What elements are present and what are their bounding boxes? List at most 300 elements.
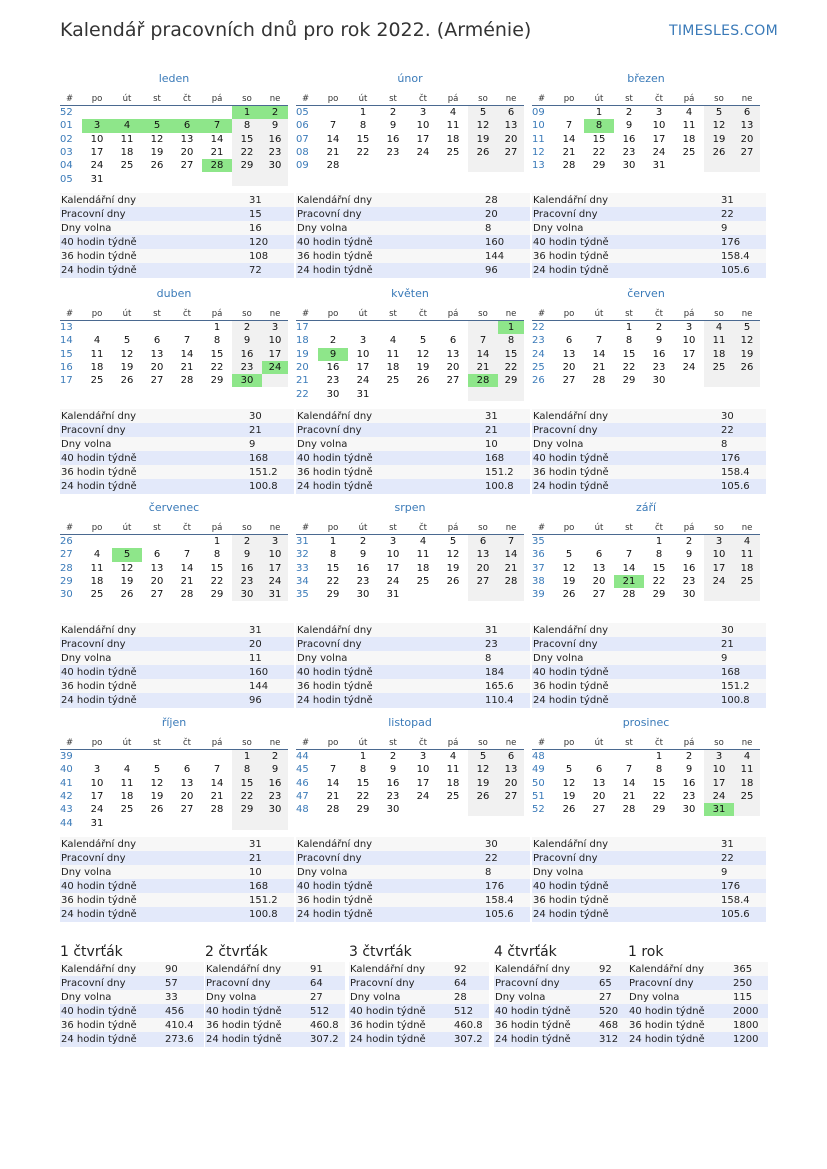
day-cell: 9 [655,335,663,347]
day-cell: 17 [682,348,696,360]
day-cell: 24 [262,361,288,374]
stat-value: 160 [484,235,530,249]
empty-cell [202,172,232,185]
day-cell: 11 [734,548,760,561]
day-cell: 13 [180,777,194,789]
weekday-header: ne [262,92,288,106]
day-cell: 18 [734,777,760,790]
stat-label: 36 hodin týdně [532,249,720,263]
day-cell: 10 [416,764,430,776]
day-cell: 18 [446,777,460,789]
stat-value: 20 [484,207,530,221]
day-cell: 4 [93,549,101,561]
day-cell: 10 [386,549,400,561]
day-cell: 26 [468,790,498,803]
day-cell: 12 [468,763,498,776]
week-number: 41 [60,777,73,789]
day-cell: 20 [180,791,194,803]
stat-label: Dny volna [296,865,484,879]
month-stats [296,193,530,278]
stat-label: Kalendářní dny [628,962,732,976]
stat-value: 11 [248,651,294,665]
week-number: 50 [532,777,545,789]
stat-label: Kalendářní dny [60,193,248,207]
day-cell: 1 [655,536,663,548]
week-number: 06 [296,120,309,132]
weekday-header: ne [262,307,288,321]
stat-label: 40 hodin týdně [296,235,484,249]
week-number: 07 [296,133,309,145]
day-cell: 14 [180,562,194,574]
stat-label: 24 hodin týdně [532,693,720,707]
stat-label: 36 hodin týdně [532,465,720,479]
stat-label: 36 hodin týdně [296,465,484,479]
day-cell: 17 [704,562,734,575]
weekday-header: # [532,92,554,106]
day-cell: 11 [120,133,134,145]
stat-value: 120 [248,235,294,249]
weekday-header: po [318,307,348,321]
quarter-title: 3 čtvrťák [349,944,412,960]
day-cell: 19 [120,576,134,588]
day-cell: 5 [142,119,172,132]
stat-value: 22 [720,423,766,437]
weekday-header: pá [674,92,704,106]
empty-cell [202,750,232,764]
day-cell: 6 [565,335,573,347]
weekday-header: # [296,521,318,535]
stat-label: Kalendářní dny [60,837,248,851]
weekday-header: po [554,307,584,321]
day-cell: 24 [386,576,400,588]
weekday-header: čt [408,307,438,321]
stat-label: Pracovní dny [296,637,484,651]
day-cell: 6 [498,106,524,120]
weekday-header: ne [498,92,524,106]
empty-cell [468,803,498,816]
day-cell: 4 [112,119,142,132]
empty-cell [82,321,112,335]
day-cell: 27 [734,146,760,159]
month-stats [532,409,766,494]
day-cell: 29 [498,374,524,387]
day-cell: 11 [90,562,104,574]
month-stats [60,837,294,922]
day-cell: 30 [622,160,636,172]
day-cell: 7 [498,535,524,549]
day-cell: 21 [326,147,340,159]
week-number: 22 [296,388,309,400]
empty-cell [468,159,498,172]
day-cell: 14 [326,777,340,789]
week-number: 49 [532,764,545,776]
stat-value: 33 [164,990,204,1004]
stat-value: 144 [248,679,294,693]
weekday-header: pá [674,521,704,535]
week-number: 21 [296,375,309,387]
stat-label: 36 hodin týdně [60,249,248,263]
empty-cell [172,535,202,549]
stat-label: Kalendářní dny [60,409,248,423]
day-cell: 3 [704,535,734,549]
day-cell: 6 [153,335,161,347]
day-cell: 13 [562,348,576,360]
day-cell: 10 [416,120,430,132]
stat-value: 28 [484,193,530,207]
weekday-header: út [584,521,614,535]
day-cell: 3 [389,536,397,548]
stat-value: 105.6 [720,479,766,493]
week-number: 48 [532,751,545,763]
stat-value: 512 [453,1004,489,1018]
week-number: 52 [60,107,73,119]
day-cell: 13 [468,548,498,561]
empty-cell [584,321,614,335]
stat-value: 158.4 [720,893,766,907]
day-cell: 18 [416,562,430,574]
week-number: 17 [296,322,309,334]
week-number: 35 [532,536,545,548]
day-cell: 18 [90,362,104,374]
day-cell: 2 [262,106,288,120]
stat-label: 24 hodin týdně [60,907,248,921]
stat-label: Kalendářní dny [60,962,164,976]
day-cell: 19 [562,576,576,588]
stat-label: Kalendářní dny [296,623,484,637]
day-cell: 2 [232,535,262,549]
stat-label: Pracovní dny [60,851,248,865]
day-cell: 5 [565,549,573,561]
day-cell: 12 [704,119,734,132]
empty-cell [262,172,288,185]
week-number: 34 [296,576,309,588]
day-cell: 17 [386,562,400,574]
day-cell: 30 [386,804,400,816]
month-grid [532,521,760,601]
day-cell: 21 [210,791,224,803]
day-cell: 25 [446,791,460,803]
day-cell: 27 [592,589,606,601]
empty-cell [202,816,232,829]
empty-cell [142,535,172,549]
month-grid [60,521,288,601]
stat-label: 24 hodin týdně [60,479,248,493]
weekday-header: # [60,736,82,750]
day-cell: 10 [356,348,370,360]
empty-cell [704,159,734,172]
weekday-header: # [532,736,554,750]
day-cell: 16 [262,777,288,790]
stat-label: Dny volna [532,865,720,879]
stat-value: 10 [484,437,530,451]
day-cell: 12 [150,777,164,789]
day-cell: 14 [562,133,576,145]
weekday-header: so [232,736,262,750]
day-cell: 3 [93,764,101,776]
weekday-header: pá [202,307,232,321]
weekday-header: čt [408,736,438,750]
empty-cell [378,159,408,172]
empty-cell [112,321,142,335]
day-cell: 2 [232,321,262,335]
day-cell: 6 [172,119,202,132]
stat-label: 24 hodin týdně [60,693,248,707]
empty-cell [348,321,378,335]
stat-value: 8 [484,651,530,665]
day-cell: 14 [498,548,524,561]
weekday-header: po [82,521,112,535]
day-cell: 19 [150,147,164,159]
day-cell: 27 [498,146,524,159]
weekday-header: po [554,521,584,535]
stat-label: Dny volna [296,221,484,235]
weekday-header: út [112,307,142,321]
day-cell: 3 [82,119,112,132]
day-cell: 9 [318,348,348,361]
empty-cell [614,535,644,549]
day-cell: 23 [262,146,288,159]
brand-logo[interactable]: TIMESLES.COM [669,23,778,39]
stat-label: 24 hodin týdně [296,479,484,493]
stat-label: 40 hodin týdně [349,1004,453,1018]
day-cell: 14 [622,777,636,789]
stat-value: 30 [720,409,766,423]
week-number: 45 [296,764,309,776]
day-cell: 21 [468,361,498,374]
week-number: 51 [532,791,545,803]
day-cell: 3 [419,107,427,119]
month-stats [296,837,530,922]
day-cell: 19 [562,791,576,803]
day-cell: 30 [262,159,288,172]
empty-cell [408,387,438,400]
month-name: září [635,501,657,514]
stat-label: 36 hodin týdně [296,249,484,263]
month-name: červen [627,287,665,300]
stat-label: 24 hodin týdně [60,263,248,277]
week-number: 32 [296,549,309,561]
week-number: 30 [60,589,73,601]
stat-value: 96 [248,693,294,707]
stat-value: 30 [484,837,530,851]
day-cell: 28 [210,804,224,816]
stat-label: Kalendářní dny [60,623,248,637]
day-cell: 21 [326,791,340,803]
day-cell: 8 [329,549,337,561]
day-cell: 27 [180,804,194,816]
day-cell: 1 [498,321,524,335]
stat-value: 30 [248,409,294,423]
day-cell: 16 [622,133,636,145]
month-name: květen [391,287,429,300]
day-cell: 30 [682,804,696,816]
empty-cell [554,106,584,120]
day-cell: 24 [90,160,104,172]
month-stats [532,837,766,922]
stat-value: 100.8 [248,479,294,493]
stat-value: 27 [598,990,630,1004]
empty-cell [438,159,468,172]
weekday-header: st [142,307,172,321]
day-cell: 22 [356,791,370,803]
stat-value: 176 [720,451,766,465]
quarter-title: 1 čtvrťák [60,944,123,960]
stat-value: 10 [248,865,294,879]
weekday-header: so [704,92,734,106]
week-number: 12 [532,147,545,159]
month-grid [296,521,524,601]
week-number: 20 [296,362,309,374]
weekday-header: # [296,307,318,321]
day-cell: 29 [210,375,224,387]
day-cell: 5 [419,335,427,347]
day-cell: 25 [120,160,134,172]
weekday-header: pá [674,736,704,750]
day-cell: 1 [329,536,337,548]
day-cell: 20 [468,562,498,575]
day-cell: 30 [356,589,370,601]
stat-label: 40 hodin týdně [532,235,720,249]
day-cell: 29 [356,804,370,816]
stat-value: 144 [484,249,530,263]
page-title: Kalendář pracovních dnů pro rok 2022. (Arménie) [60,19,532,41]
day-cell: 23 [262,790,288,803]
day-cell: 1 [655,751,663,763]
stat-label: 36 hodin týdně [60,893,248,907]
weekday-header: so [468,736,498,750]
stat-value: 158.4 [484,893,530,907]
stat-value: 165.6 [484,679,530,693]
day-cell: 7 [565,120,573,132]
month-stats [532,623,766,708]
stat-value: 72 [248,263,294,277]
weekday-header: ne [498,736,524,750]
stat-label: 40 hodin týdně [60,879,248,893]
week-number: 27 [60,549,73,561]
stat-label: 36 hodin týdně [532,893,720,907]
day-cell: 27 [180,160,194,172]
day-cell: 25 [90,589,104,601]
day-cell: 24 [262,575,288,588]
stat-label: Pracovní dny [532,423,720,437]
day-cell: 2 [655,322,663,334]
day-cell: 23 [386,791,400,803]
stat-value: 184 [484,665,530,679]
stat-label: 36 hodin týdně [60,1018,164,1032]
month-name: leden [158,72,190,85]
weekday-header: st [614,92,644,106]
stat-value: 22 [720,207,766,221]
stat-label: Dny volna [532,651,720,665]
day-cell: 17 [652,133,666,145]
day-cell: 25 [90,375,104,387]
weekday-header: pá [438,736,468,750]
month-grid [60,307,288,387]
day-cell: 16 [386,777,400,789]
empty-cell [408,321,438,335]
day-cell: 22 [592,147,606,159]
day-cell: 15 [356,777,370,789]
day-cell: 25 [734,790,760,803]
day-cell: 27 [150,375,164,387]
day-cell: 9 [389,764,397,776]
day-cell: 24 [704,575,734,588]
day-cell: 29 [652,589,666,601]
week-number: 11 [532,133,545,145]
week-number: 14 [60,335,73,347]
day-cell: 24 [652,147,666,159]
weekday-header: út [348,307,378,321]
stat-label: Dny volna [60,865,248,879]
day-cell: 9 [232,548,262,561]
month-grid [60,736,288,830]
day-cell: 9 [232,334,262,347]
month-name: srpen [394,501,426,514]
day-cell: 21 [180,576,194,588]
day-cell: 16 [356,562,370,574]
empty-cell [498,588,524,601]
day-cell: 9 [685,549,693,561]
day-cell: 2 [685,751,693,763]
stat-label: Pracovní dny [349,976,453,990]
stat-label: 40 hodin týdně [532,451,720,465]
stat-label: Pracovní dny [628,976,732,990]
day-cell: 1 [595,107,603,119]
stat-label: 24 hodin týdně [628,1032,732,1046]
day-cell: 20 [562,362,576,374]
stat-value: 2000 [732,1004,768,1018]
day-cell: 10 [704,548,734,561]
month-name: duben [156,287,192,300]
day-cell: 19 [468,133,498,146]
day-cell: 31 [652,160,666,172]
stat-value: 105.6 [720,907,766,921]
stat-label: Dny volna [296,437,484,451]
weekday-header: pá [202,92,232,106]
day-cell: 28 [326,160,340,172]
day-cell: 26 [150,160,164,172]
stat-label: 24 hodin týdně [532,479,720,493]
empty-cell [554,535,584,549]
day-cell: 23 [652,362,666,374]
day-cell: 25 [682,147,696,159]
stat-label: Dny volna [296,651,484,665]
empty-cell [82,535,112,549]
stat-label: 24 hodin týdně [296,693,484,707]
empty-cell [142,172,172,185]
month-name: prosinec [622,716,670,729]
stat-value: 105.6 [720,263,766,277]
day-cell: 6 [734,106,760,120]
day-cell: 28 [180,589,194,601]
weekday-header: pá [202,521,232,535]
week-number: 05 [296,107,309,119]
weekday-header: st [142,736,172,750]
day-cell: 1 [232,750,262,764]
stat-value: 108 [248,249,294,263]
day-cell: 22 [232,790,262,803]
month-grid [296,307,524,401]
day-cell: 29 [652,804,666,816]
stat-value: 20 [248,637,294,651]
day-cell: 11 [704,334,734,347]
empty-cell [112,816,142,829]
day-cell: 4 [449,107,457,119]
weekday-header: po [318,736,348,750]
month-name: únor [397,72,423,85]
day-cell: 24 [356,375,370,387]
stat-value: 160 [248,665,294,679]
